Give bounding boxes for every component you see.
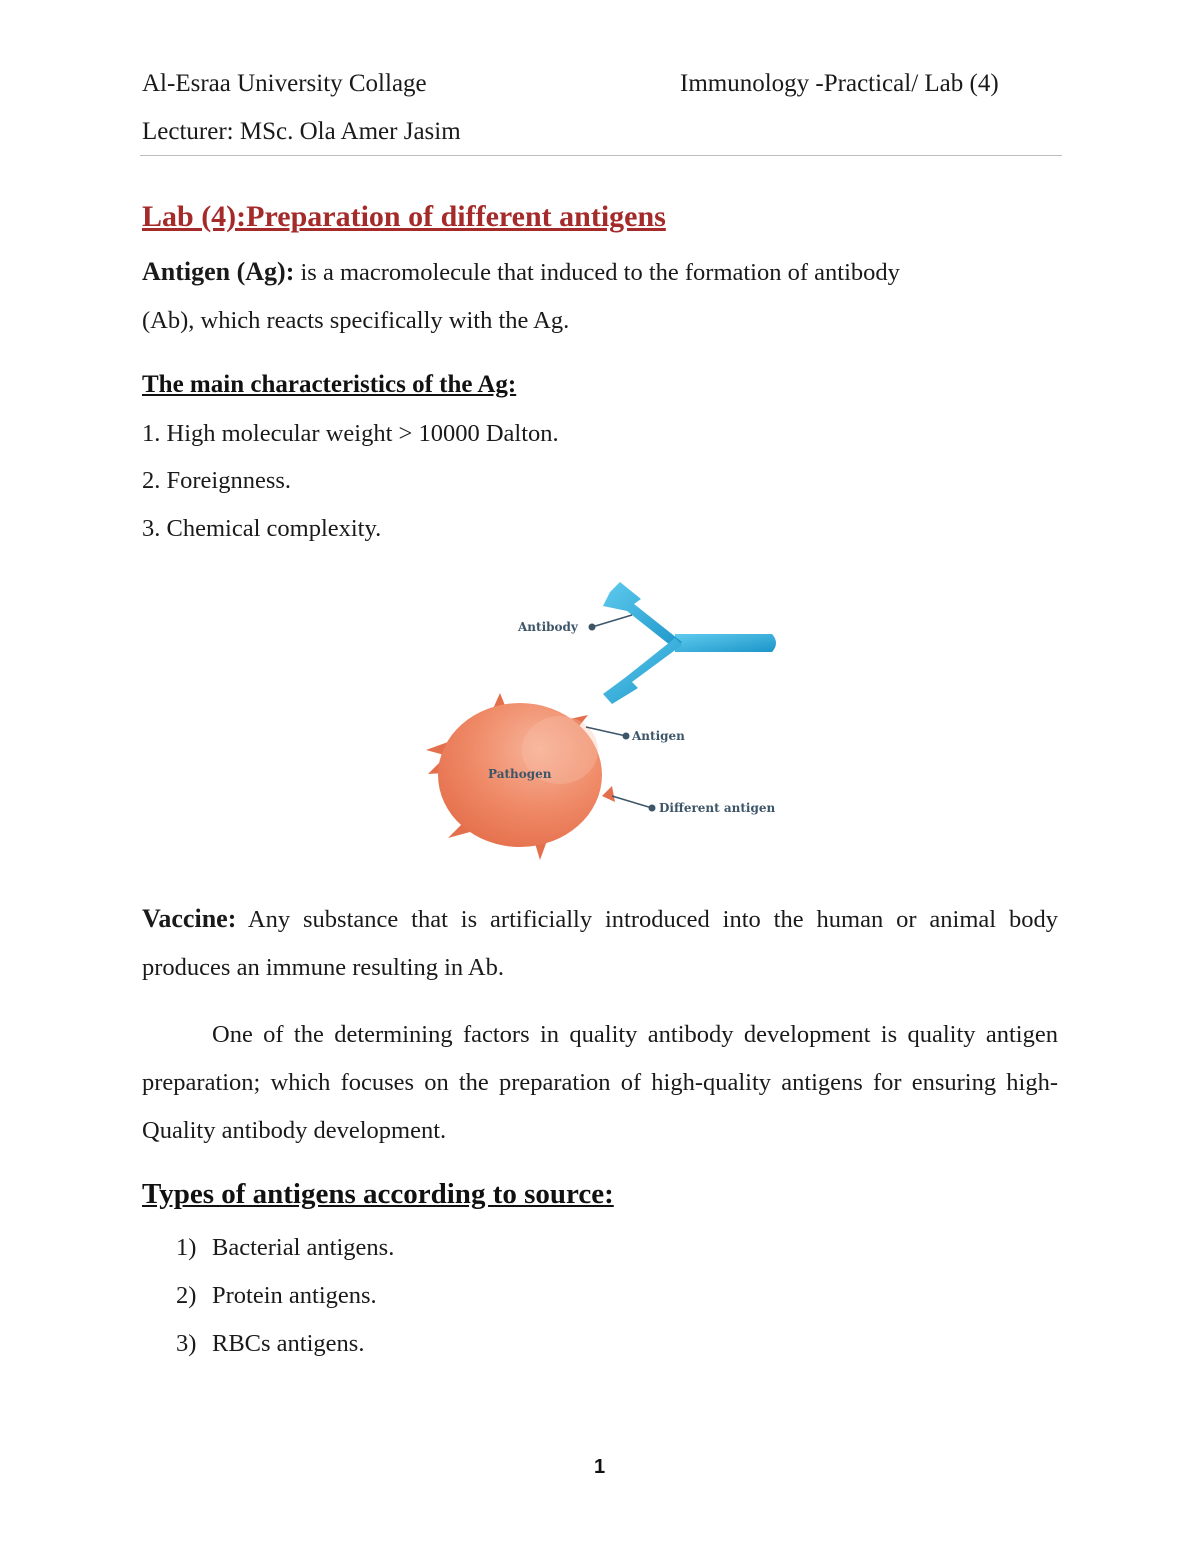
type-item-label: RBCs antigens. xyxy=(212,1330,365,1357)
figure-illustration xyxy=(400,570,820,870)
quality-paragraph: One of the determining factors in quality antibody development is quality antigen preparation; which focuses on the preparation of high-quality antigens for ensuring high-Quality antibody development. xyxy=(142,1021,1058,1144)
antibody-pointer-dot xyxy=(589,624,596,631)
header-lecturer: Lecturer: MSc. Ola Amer Jasim xyxy=(142,118,461,145)
antibody-label: Antibody xyxy=(518,620,578,634)
vaccine-definition xyxy=(142,895,1058,992)
different-antigen-pointer xyxy=(612,796,652,808)
header-course: Immunology -Practical/ Lab (4) xyxy=(680,70,999,97)
types-heading: Types of antigens according to source: xyxy=(142,1178,614,1210)
characteristic-item: 2. Foreignness. xyxy=(142,467,292,494)
characteristic-item: 3. Chemical complexity. xyxy=(142,515,382,542)
page-number: 1 xyxy=(594,1456,606,1478)
header-institution: Al-Esraa University Collage xyxy=(142,70,427,97)
antigen-definition xyxy=(142,248,1058,345)
antigen-antibody-figure xyxy=(400,570,820,870)
different-antigen-pointer-dot xyxy=(649,805,656,812)
antigen-term: Antigen (Ag): xyxy=(142,257,295,286)
different-antigen-label: Different antigen xyxy=(659,801,776,815)
pathogen-label: Pathogen xyxy=(488,767,552,781)
vaccine-term: Vaccine: xyxy=(142,904,237,933)
header-divider xyxy=(140,155,1062,156)
type-item-label: Bacterial antigens. xyxy=(212,1234,395,1261)
type-item-number: 1) xyxy=(176,1234,197,1261)
antigen-label: Antigen xyxy=(632,729,685,743)
antibody-pointer xyxy=(592,615,632,627)
characteristics-heading: The main characteristics of the Ag: xyxy=(142,371,517,398)
antigen-definition-text1: is a macromolecule that induced to the formation of antibody xyxy=(294,259,900,286)
lab-title: Lab (4):Preparation of different antigens xyxy=(142,200,666,233)
antigen-definition-line2: (Ab), which reacts specifically with the Ag. xyxy=(142,307,570,334)
vaccine-text: Any substance that is artificially introduced into the human or animal body produces an immune resulting in Ab. xyxy=(142,906,1058,981)
type-item-number: 2) xyxy=(176,1282,197,1309)
type-item-label: Protein antigens. xyxy=(212,1282,377,1309)
type-item-number: 3) xyxy=(176,1330,197,1357)
antigen-definition-line1 xyxy=(142,248,1058,297)
antigen-pointer-dot xyxy=(623,733,630,740)
antibody-shape xyxy=(603,582,776,704)
characteristic-item: 1. High molecular weight > 10000 Dalton. xyxy=(142,420,559,447)
